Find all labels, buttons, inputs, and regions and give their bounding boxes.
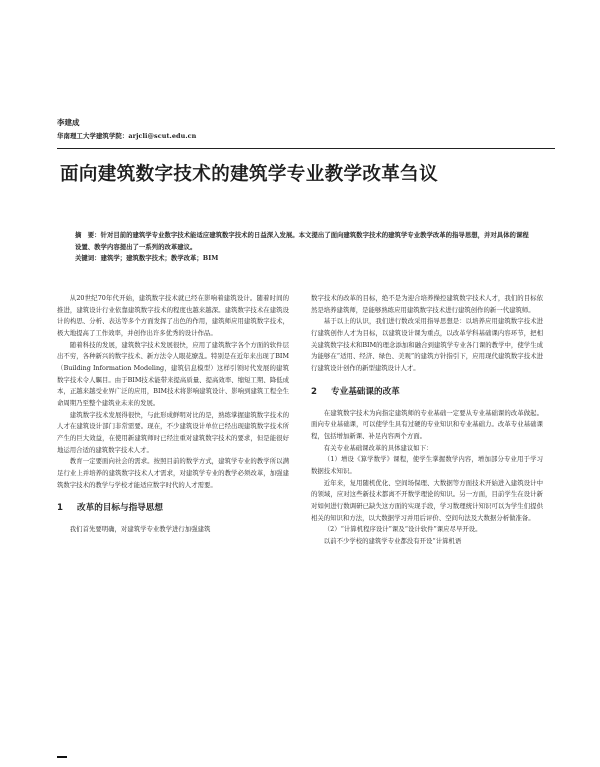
abstract-label: 摘 要： (75, 231, 101, 239)
keywords-label: 关键词： (75, 254, 101, 262)
right-column (311, 293, 543, 547)
section-number: 1 (57, 503, 63, 514)
body-paragraph: 在建筑数字技术为向指定建筑师的专业基础一定要从专业基础课的改革做起。面向专业基础课，可以使学生具有过硬的专业知识和专业基础力。改革专业基础课程，包括增加新课、补足内容两个方面。 (311, 408, 543, 440)
section-heading-1 (57, 502, 289, 514)
header-rule (57, 148, 555, 149)
page-corner-mark (57, 756, 67, 764)
keywords-body: 建筑学；建筑数字技术；教学改革；BIM (100, 254, 219, 262)
body-paragraph: 基于以上的认识，我们进行数改采用指导思想是：以培养应用建筑数字技术进行建筑创作人才为目标，以建筑设计课为重点，以改革学科基础课内容环节，把相关建筑数字技术和BIM的理念添加和融合到建筑学专业各门课的教学中，使学生成为能够在“适用、经济、绿色、美观”的建筑方针指引下，应用现代建筑数字技术进行建筑设计创作的新型建筑设计人才。 (311, 317, 543, 372)
section-title: 改革的目标与指导思想 (77, 503, 163, 514)
left-column (57, 293, 289, 536)
body-paragraph: （2）“计算机程序设计”课及“设计软件”课应尽早开设。 (323, 525, 482, 534)
body-paragraph: 从20世纪70年代开始，建筑数字技术就已经在影响着建筑设计。随着时间的推进，建筑设计行业依靠建筑数字技术的程度也越来越深。建筑数字技术在建筑设计的构思、分析、表达等多个方面发挥了出色的作用，建筑师应用建筑数字技术，极大地提高了工作效率，并创作出许多优秀的设计作品。 (57, 294, 289, 337)
abstract-block (75, 230, 530, 265)
keywords-line (75, 253, 530, 265)
body-paragraph: 有关专业基础课改革的具体建议如下： (323, 443, 433, 452)
body-paragraph: 随着科技的发展，建筑数字技术发展很快，应用了建筑数字各个方面的软件层出不穷，各种新兴的数字技术、新方法令人眼花缭乱。特别是在近年来出现了BIM（Building Information Modeling，建筑信息模型）这样引领时代发展的建筑数字技术令人瞩目。由于BIM技术能带来提高质量、提高效率、缩短工期、降低成本，正越来越受业界广泛的应用，BIM技术将影响建筑设计、影响到建筑工程全生命周期乃至整个建筑业未来的发展。 (57, 340, 289, 407)
section-heading-2 (311, 386, 543, 398)
paper-title: 面向建筑数字技术的建筑学专业教学改革刍议 (60, 164, 439, 185)
body-paragraph: 教育一定要面向社会的需求。按照目前的数学方式，建筑学专业的教学所以满足行业上并培养的建筑数字技术人才需求，对建筑学专业的教学必须改革，加强建筑数字技术的教学与学校才能适应数字时代的人才需要。 (57, 457, 289, 489)
body-paragraph: （1）增设《算学数学》课程，使学生掌握数学内容，增加部分专业用于学习数据技术知识。 (311, 455, 543, 475)
author-affiliation: 华南理工大学建筑学院：arjcli@scut.edu.cn (57, 132, 197, 140)
body-paragraph: 我们首先要明确，对建筑学专业教学进行加强建筑 (69, 525, 211, 534)
section-number: 2 (311, 386, 317, 397)
abstract-text (75, 230, 530, 253)
body-paragraph: 以前不少学校的建筑学专业都没有开设“计算机语 (323, 536, 462, 545)
abstract-body: 针对目前的建筑学专业数字技术能适应建筑数字技术的日益深入发展。本文提出了面向建筑数字技术的建筑学专业教学改革的指导思想，并对具体的课程设置、教学内容提出了一系列的改革建议。 (75, 231, 529, 251)
body-paragraph: 近年来，复用随机优化、空间场保理、大数据等方面技术开始进入建筑设计中的领域，应对这些新技术都离不开数学理论的知识。另一方面，目前学生在设计新对如何进行数调研已缺失这方面的实现手段，学习数理统计知识可以为学生们提供相关的知识和方法，以大数据学习并用后评价、空间句法及大数据分析做准备。 (311, 478, 543, 522)
body-paragraph: 数字技术的改革的目标，绝不是为迎合培养操控建筑数字技术人才，我们的目标依然是培养建筑师，是能够熟练应用建筑数字技术进行建筑创作的新一代建筑师。 (311, 294, 543, 314)
body-paragraph: 建筑数字技术发展得很快，与此形成鲜明对比的是，熟练掌握建筑数字技术的人才在建筑设计部门非常需要。现在，不少建筑设计单位已经出现建筑数字技术所产生的巨大效益，在使用新建筑师时已经注重对建筑数字技术的要求，但是能很好地运用合适的建筑数字技术人才。 (57, 410, 289, 454)
section-title: 专业基础课的改革 (331, 386, 400, 397)
author-name: 李建成 (57, 118, 80, 127)
